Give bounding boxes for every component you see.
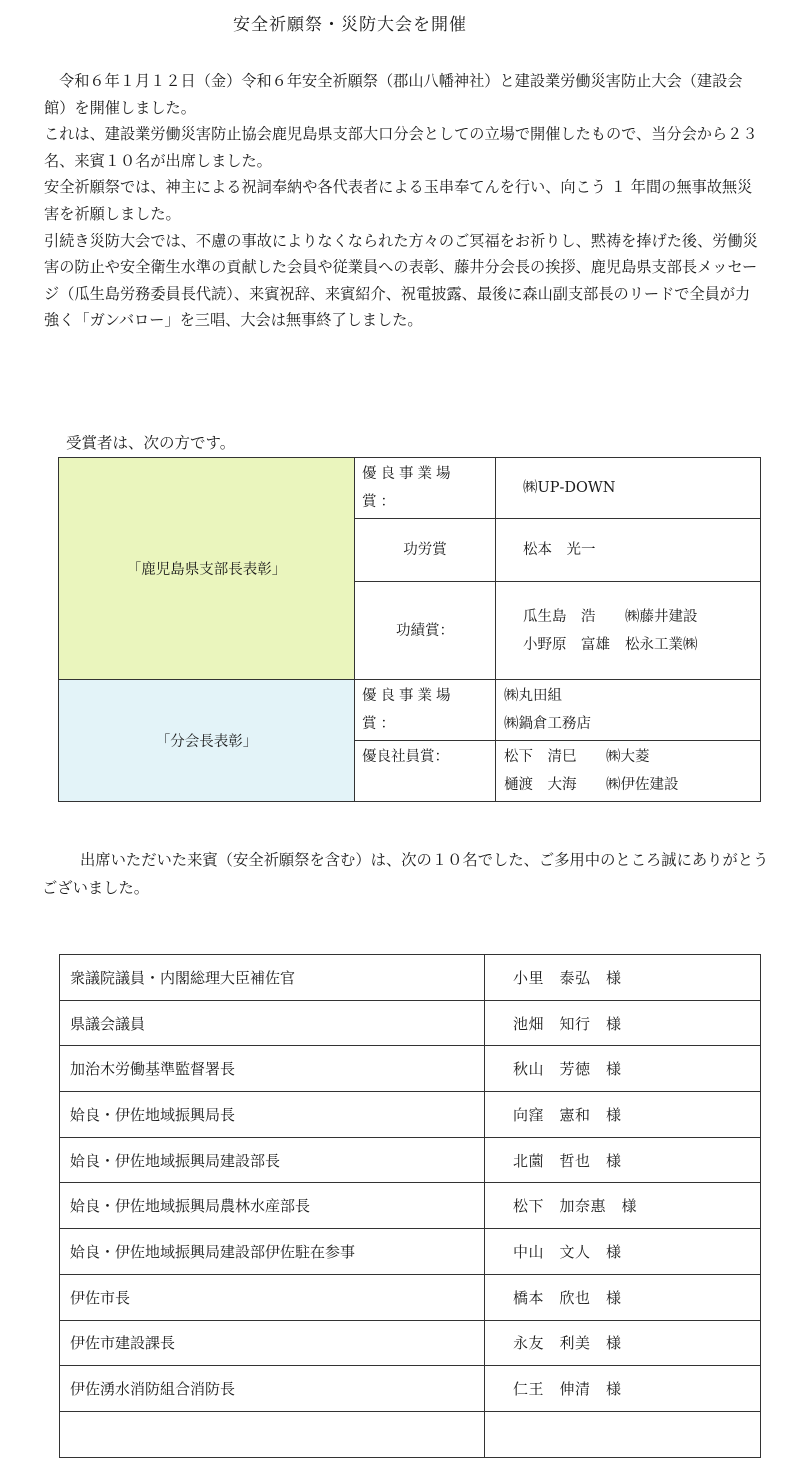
guest-name: 橋本 欣也 様	[485, 1274, 761, 1320]
table-row	[60, 1000, 761, 1046]
recipient-company: ㈱大菱	[606, 749, 650, 765]
recipient-name: 松下 清巳	[504, 749, 577, 765]
awards-lead: 受賞者は、次の方です。	[66, 434, 236, 452]
award-recipient: ㈱UP‐DOWN	[496, 458, 761, 519]
guest-role: 姶良・伊佐地域振興局建設部長	[60, 1137, 485, 1183]
guest-role: 衆議院議員・内閣総理大臣補佐官	[60, 955, 485, 1001]
intro-text	[44, 68, 760, 334]
award-label-excellent-employee: 優良社員賞：	[355, 741, 496, 802]
award-recipients	[496, 582, 761, 680]
guest-name: 中山 文人 様	[485, 1229, 761, 1275]
recipient-company: ㈱伊佐建設	[606, 777, 679, 793]
recipient-line	[504, 743, 752, 771]
guest-role: 姶良・伊佐地域振興局長	[60, 1092, 485, 1138]
award-recipients	[496, 741, 761, 802]
guest-role: 姶良・伊佐地域振興局建設部伊佐駐在参事	[60, 1229, 485, 1275]
table-row	[60, 1411, 761, 1457]
guest-role: 伊佐湧水消防組合消防長	[60, 1366, 485, 1412]
recipient-name: 小野原 富雄	[523, 636, 610, 653]
guest-name	[485, 1411, 761, 1457]
award-label-merit: 功労賞	[355, 519, 496, 582]
guest-name: 小里 泰弘 様	[485, 955, 761, 1001]
award-label-excellent-workplace: 優良事業場賞：	[355, 458, 496, 519]
table-row	[60, 955, 761, 1001]
award-recipient: 松本 光一	[496, 519, 761, 582]
guest-name: 松下 加奈惠 様	[485, 1183, 761, 1229]
guest-role	[60, 1411, 485, 1457]
category-branch: 「分会長表彰」	[59, 680, 355, 802]
recipient-name: 瓜生島 浩	[523, 608, 596, 625]
table-row	[60, 1274, 761, 1320]
recipient-line	[504, 771, 752, 799]
intro-paragraph: 安全祈願祭では、神主による祝詞奉納や各代表者による玉串奉てんを行い、向こう １ 年間の無事故無災害を祈願しました。	[44, 178, 753, 223]
table-row	[60, 1137, 761, 1183]
recipient-company: ㈱鍋倉工務店	[504, 716, 591, 732]
award-recipients	[496, 680, 761, 741]
page-title: 安全祈願祭・災防大会を開催	[233, 15, 467, 35]
award-label-achievement: 功績賞：	[355, 582, 496, 680]
table-row	[60, 1229, 761, 1275]
recipient-line	[523, 603, 752, 631]
guest-name: 仁王 伸清 様	[485, 1366, 761, 1412]
recipient-name: 樋渡 大海	[504, 777, 577, 793]
guest-name: 永友 利美 様	[485, 1320, 761, 1366]
intro-paragraph: 令和６年１月１２日（金）令和６年安全祈願祭（郡山八幡神社）と建設業労働災害防止大会（建設会館）を開催しました。	[44, 72, 743, 117]
table-row	[60, 1046, 761, 1092]
guest-name: 秋山 芳徳 様	[485, 1046, 761, 1092]
recipient-line	[523, 631, 752, 659]
recipient-company: ㈱丸田組	[504, 688, 562, 704]
table-row	[60, 1183, 761, 1229]
award-label-excellent-workplace: 優良事業場賞：	[355, 680, 496, 741]
guests-lead: 出席いただいた来賓（安全祈願祭を含む）は、次の１０名でした、ご多用中のところ誠にありがとうございました。	[42, 851, 769, 897]
recipient-company: ㈱藤井建設	[625, 608, 698, 625]
guest-name: 池畑 知行 様	[485, 1000, 761, 1046]
recipient-company: 松永工業㈱	[625, 636, 698, 653]
intro-paragraph: これは、建設業労働災害防止協会鹿児島県支部大口分会としての立場で開催したもので、当分会から２３名、来賓１０名が出席しました。	[44, 125, 758, 170]
guests-table	[59, 954, 761, 1458]
guest-role: 伊佐市建設課長	[60, 1320, 485, 1366]
guest-role: 加治木労働基準監督署長	[60, 1046, 485, 1092]
category-prefecture: 「鹿児島県支部長表彰」	[59, 458, 355, 680]
guest-role: 伊佐市長	[60, 1274, 485, 1320]
intro-paragraph: 引続き災防大会では、不慮の事故によりなくなられた方々のご冥福をお祈りし、黙祷を捧げた後、労働災害の防止や安全衛生水準の貢献した会員や従業員への表彰、藤井分会長の挨拶、鹿児島県支部長メッセージ（瓜生島労務委員長代読）、来賓祝辞、来賓紹介、祝電披露、最後に森山副支部長のリードで全員が力強く「ガンバロー」を三唱、大会は無事終了しました。	[44, 231, 758, 330]
guest-name: 向窪 憲和 様	[485, 1092, 761, 1138]
guest-role: 県議会議員	[60, 1000, 485, 1046]
table-row	[60, 1366, 761, 1412]
table-row	[60, 1092, 761, 1138]
guest-name: 北薗 哲也 様	[485, 1137, 761, 1183]
awards-table	[58, 457, 761, 802]
table-row	[60, 1320, 761, 1366]
guest-role: 姶良・伊佐地域振興局農林水産部長	[60, 1183, 485, 1229]
